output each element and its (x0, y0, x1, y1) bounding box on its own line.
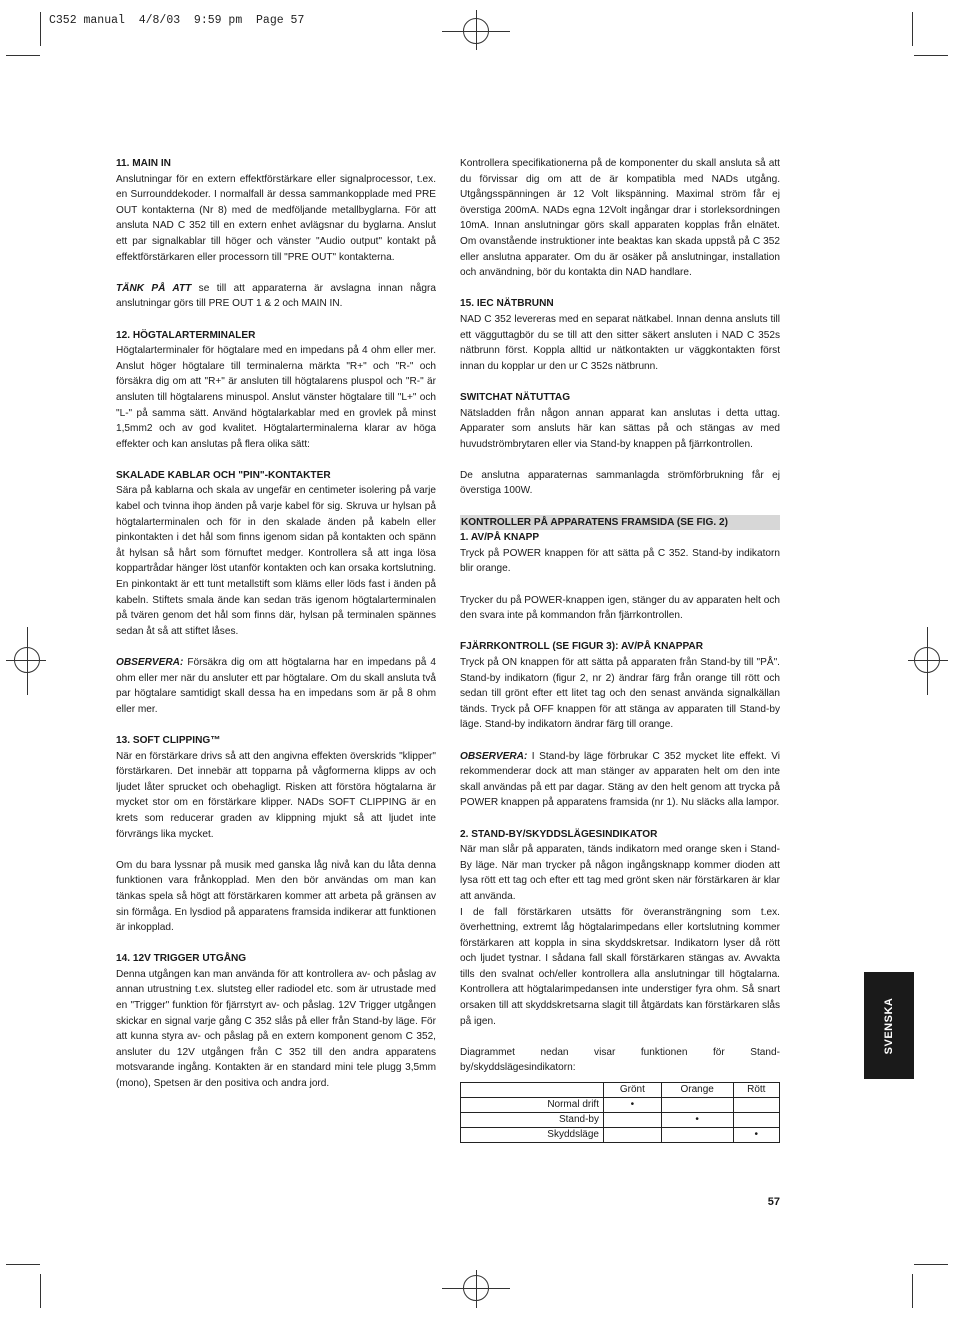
crop-mark (912, 12, 913, 46)
paragraph: Sära på kablarna och skala av ungefär en centimeter isolering på varje kabel och tvinna ihop änden på varje kabel för sig. Skruva ur hylsan på högtalarterminalen och för in den skalade änden på kabeln eller pinkontakten i det hål som finns igenom sidan på kontakten och spänn åt hylsan så hårt som förnuftet medger. Kontrollera så att inga lösa koppartrådar hänger löst utanför kontakten och kan orsaka kortslutning. En pinkontakt är ett tunt metallstift som kläms eller löds fast i änden på kabeln. Stiftets smala ände kan sedan träs igenom högtalarterminalen på tvären genom det hål som finns där, hylsan på terminalen spännes sedan åt så att stiftet låses. (116, 485, 436, 637)
section-title-standby-indicator: 2. STAND-BY/SKYDDSLÄGESINDIKATOR (460, 828, 658, 840)
page-number: 57 (767, 1196, 780, 1208)
table-header-row (461, 1083, 780, 1098)
table-cell (661, 1128, 733, 1143)
crop-mark (40, 12, 41, 46)
table-cell: • (604, 1098, 662, 1113)
paragraph: Tryck på POWER knappen för att sätta på C 352. Stand-by indikatorn blir orange. (460, 547, 780, 575)
language-tab-label: SVENSKA (883, 997, 895, 1054)
section-title-stripped-cables: SKALADE KABLAR OCH "PIN"-KONTAKTER (116, 469, 331, 481)
paragraph: Högtalarterminaler för högtalare med en impedans på 4 ohm eller mer. Anslut höger högtalare till terminalerna märkta "R+" och "R-" och försäkra dig om att "R+" är ansluten till högtalarens pluspol och "R-" är ansluten till högtalarens minuspol. Anslut vänster högtalare till "L+" och "L-" på samma sätt. Använd högtalarkablar med en grovlek på minst 1,5mm2 och av god kvalitet. Högtalarterminalerna klarar av höga effekter och kan anslutas på flera olika sätt: (116, 345, 436, 450)
registration-circle (914, 647, 940, 673)
table-corner-cell (461, 1083, 604, 1098)
note-label: TÄNK PÅ ATT (116, 282, 192, 294)
row-label: Normal drift (461, 1098, 604, 1113)
note-label: OBSERVERA: (460, 750, 528, 762)
crop-mark (6, 55, 40, 56)
paragraph: De anslutna apparaternas sammanlagda strömförbrukning får ej överstiga 100W. (460, 469, 780, 497)
crop-mark (6, 1264, 40, 1265)
paragraph: Kontrollera specifikationerna på de komponenter du skall ansluta så att du förvissar dig om att de är kompatibla med NADs utgång. Utgångsspänningen är 12 Volt likspänning. Maximal ström får ej överstiga 200mA. NADs egna 12Volt ingångar drar i storleksordningen 10mA. Innan anslutningar görs skall apparaten kopplas från elnätet. Om ovanstående instruktioner inte beaktas kan skada uppstå på C 352 eller anslutna apparater. Om du är osäker på anslutningar, installation och användning, bör du kontakta din NAD handlare. (460, 158, 780, 279)
note-text: se till att apparaterna är avslagna innan några anslutningar görs till PRE OUT 1 & 2 och MAIN IN. (116, 282, 436, 310)
paragraph: Anslutningar för en extern effektförstärkare eller signalprocessor, t.ex. en Surrounddekoder. I normalfall är dessa sammankopplade med PRE OUT kontakterna (Nr 8) med de medföljande metallbyglarna. För att ansluta NAD C 352 till en extern enhet avlägsnar du byglarna. Anslut ett par signalkablar till höger och vänster "Audio output" kontakt på effektförstärkaren eller processorn till "PRE OUT" kontakterna. (116, 173, 436, 263)
table-cell: • (733, 1128, 779, 1143)
section-title-remote-buttons: FJÄRRKONTROLL (SE FIGUR 3): AV/PÅ KNAPPAR (460, 641, 704, 653)
paragraph: När man slår på apparaten, tänds indikatorn med orange sken i Stand-By läge. När man trycker på någon ingångsknapp kommer dioden att lysa rött ett tag och efter ett tag med grönt sken när förstärkaren är klar att använda. (460, 844, 780, 902)
paragraph: Nätsladden från någon annan apparat kan anslutas i detta uttag. Apparater som ansluts här kan sättas på och stängas av med huvudströmbrytaren eller via Stand-by knappen på fjärrkontrollen. (460, 407, 780, 450)
indicator-table (460, 1082, 780, 1143)
table-row (461, 1098, 780, 1113)
printer-slug: C352 manual 4/8/03 9:59 pm Page 57 (49, 14, 305, 27)
table-cell (733, 1098, 779, 1113)
section-title-12v-trigger: 14. 12V TRIGGER UTGÅNG (116, 953, 247, 965)
table-cell (604, 1128, 662, 1143)
paragraph: När en förstärkare drivs så att den angivna effekten överskrids "klipper" förstärkaren. Det innebär att topparna på vågformerna klipps av och ljudet låter sprucket och obehagligt. Risken att förstöra högtalarna är mycket stor om en förstärkare klipper. NADs SOFT CLIPPING är en krets som reducerar graden av klippning mjukt så att ljudet inte förvrängs lika mycket. (116, 750, 436, 840)
note-text: I Stand-by läge förbrukar C 352 mycket lite effekt. Vi rekommenderar dock att man stänger av apparaten helt om den inte skall användas på ett par dagar. Stäng av den helt genom att trycka på POWER knappen på apparatens framsida (nr 1). Nu släcks alla lampor. (460, 750, 780, 809)
table-cell: • (661, 1113, 733, 1128)
section-title-speaker-terminals: 12. HÖGTALARTERMINALER (116, 329, 256, 341)
section-title-main-in: 11. MAIN IN (116, 158, 171, 169)
right-column (460, 156, 780, 1143)
section-title-power-button: 1. AV/PÅ KNAPP (460, 532, 540, 544)
note-paragraph (460, 749, 780, 811)
registration-circle (14, 647, 40, 673)
paragraph: Tryck på ON knappen för att sätta på apparaten från Stand-by till "PÅ". Stand-by indikatorn (figur 2, nr 2) ändrar färg från orange till rött och sedan till grönt efter ett litet tag och den senast använda signalkällan tänds. Tryck på OFF knappen för att stänga av apparaten till Stand-by läge. Stand-by indikatorn ändrar färg till orange. (460, 657, 780, 731)
front-panel-heading: KONTROLLER PÅ APPARATENS FRAMSIDA (SE FIG. 2) (460, 515, 780, 531)
note-paragraph (116, 655, 436, 717)
note-label: OBSERVERA: (116, 657, 184, 668)
table-header: Orange (661, 1083, 733, 1098)
table-cell (661, 1098, 733, 1113)
section-title-soft-clipping: 13. SOFT CLIPPING™ (116, 734, 221, 746)
table-cell (733, 1113, 779, 1128)
registration-circle (463, 1275, 489, 1301)
paragraph: Denna utgången kan man använda för att kontrollera av- och påslag av annan utrustning t.ex. slutsteg eller radiodel etc. som är utrustade med en "Trigger" funktion för fjärrstyrt av- och påslag. 12V Trigger utgången skickar en signal varje gång C 352 slås på eller från Stand-by läge. För att kunna styra av- och påslag på en extern komponent genom C 352, ansluter du 12V utgången från C 352 till den andra apparatens motsvarande ingång. Kontakten är en standard mini tele plugg 3,5mm (mono), Spetsen är den positiva och andra jord. (116, 968, 436, 1090)
table-header: Grönt (604, 1083, 662, 1098)
paragraph: Om du bara lyssnar på musik med ganska låg nivå kan du låta denna funktionen vara frånkopplad. Men den bör användas om man kan tänkas spela så högt att förstärkaren kommer att arbeta på gränsen av sin förmåga. En lysdiod på apparatens framsida indikerar att funktionen är inkopplad. (116, 859, 436, 934)
table-row (461, 1113, 780, 1128)
language-tab (864, 972, 914, 1079)
crop-mark (914, 55, 948, 56)
row-label: Stand-by (461, 1113, 604, 1128)
table-cell (604, 1113, 662, 1128)
paragraph: NAD C 352 levereras med en separat nätkabel. Innan denna ansluts till ett vägguttagbör du se till att den sitter säkert ansluten i NAD C 352s nätbrunn först. Koppla alltid ur nätkontakten ur väggkontakten först innan du kopplar ur den ur C 352s nätbrunn. (460, 313, 780, 372)
paragraph: I de fall förstärkaren utsätts för överansträngning som t.ex. överhettning, extremt låg högtalarimpedans eller kortslutning kommer förstärkaren att koppla in sina skyddskretsar. Indikatorn lyser då rött och ljudet tystnar. I sådana fall skall förstärkaren stängas av. Avvakta tills den svalnat och/eller kontrollera alla anslutningar till högtalarna. Kontrollera att högtalarimpedansen inte understiger fyra ohm. Så snart orsaken till att skyddskretsarna slagit till åtgärdats kan förstärkaren slås på igen. (460, 906, 780, 1027)
section-title-switched-outlet: SWITCHAT NÄTUTTAG (460, 391, 571, 403)
section-title-iec-inlet: 15. IEC NÄTBRUNN (460, 298, 554, 310)
note-paragraph (116, 281, 436, 312)
crop-mark (912, 1274, 913, 1308)
table-row (461, 1128, 780, 1143)
note-text: Försäkra dig om att högtalarna har en impedans på 4 ohm eller mer när du ansluter ett par högtalare. Om du skall ansluta två par högtalare samtidigt skall dessa ha en impedans som är på 8 ohm eller mer. (116, 657, 436, 715)
crop-mark (40, 1274, 41, 1308)
row-label: Skyddsläge (461, 1128, 604, 1143)
left-column (116, 156, 436, 1092)
table-header: Rött (733, 1083, 779, 1098)
crop-mark (914, 1264, 948, 1265)
registration-circle (463, 18, 489, 44)
paragraph: Diagrammet nedan visar funktionen för Stand-by/skyddslägesindikatorn: (460, 1046, 780, 1074)
paragraph: Trycker du på POWER-knappen igen, stänger du av apparaten helt och den svara inte på kommandon från fjärrkontrollen. (460, 594, 780, 622)
